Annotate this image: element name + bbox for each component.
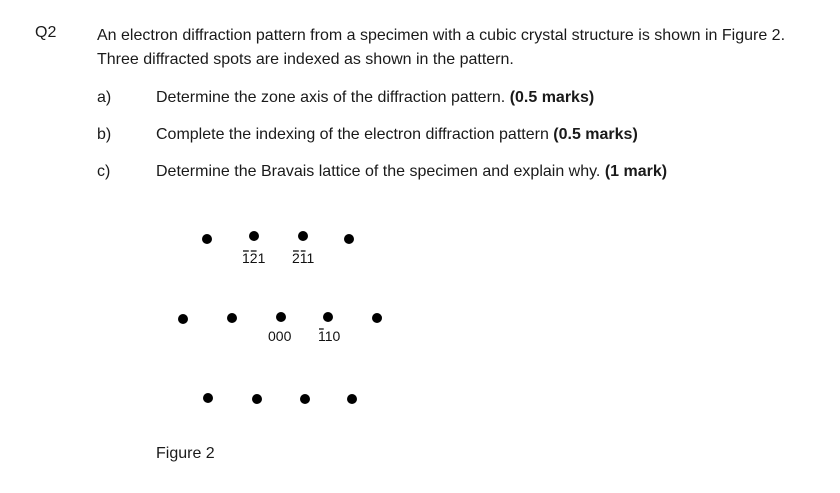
spot — [372, 313, 382, 323]
part-c-label: c) — [97, 163, 111, 180]
part-a-question: Determine the zone axis of the diffraction pattern. — [156, 89, 510, 106]
spot-indexed-2 — [298, 231, 308, 241]
part-b-marks: (0.5 marks) — [553, 126, 638, 143]
spot — [178, 314, 188, 324]
spot — [300, 394, 310, 404]
spot-label-000: 000 — [268, 328, 292, 344]
question-intro: An electron diffraction pattern from a specimen with a cubic crystal structure is shown in Figure 2. Three diffracted spots are indexed as shown in the pattern. — [97, 27, 786, 68]
part-a-label: a) — [97, 89, 112, 106]
part-a-marks: (0.5 marks) — [509, 89, 595, 106]
spot — [344, 234, 354, 244]
spot-label-110: 110 — [318, 328, 341, 344]
spot — [347, 394, 357, 404]
part-b-question: Complete the indexing of the electron diffraction pattern — [156, 126, 554, 143]
figure-caption: Figure 2 — [156, 445, 215, 462]
part-c-marks: (1 mark) — [604, 163, 668, 180]
spot-label-121: 121 — [242, 250, 266, 266]
spot-origin — [276, 312, 286, 322]
spot-indexed-1 — [249, 231, 259, 241]
spot-indexed-4 — [323, 312, 333, 322]
spot — [227, 313, 237, 323]
question-number: Q2 — [35, 24, 57, 41]
spot — [252, 394, 262, 404]
spot — [203, 393, 213, 403]
spot-label-211: 211 — [292, 250, 315, 266]
part-b-label: b) — [97, 126, 112, 143]
spot — [202, 234, 212, 244]
part-c-question: Determine the Bravais lattice of the specimen and explain why. — [156, 163, 605, 180]
